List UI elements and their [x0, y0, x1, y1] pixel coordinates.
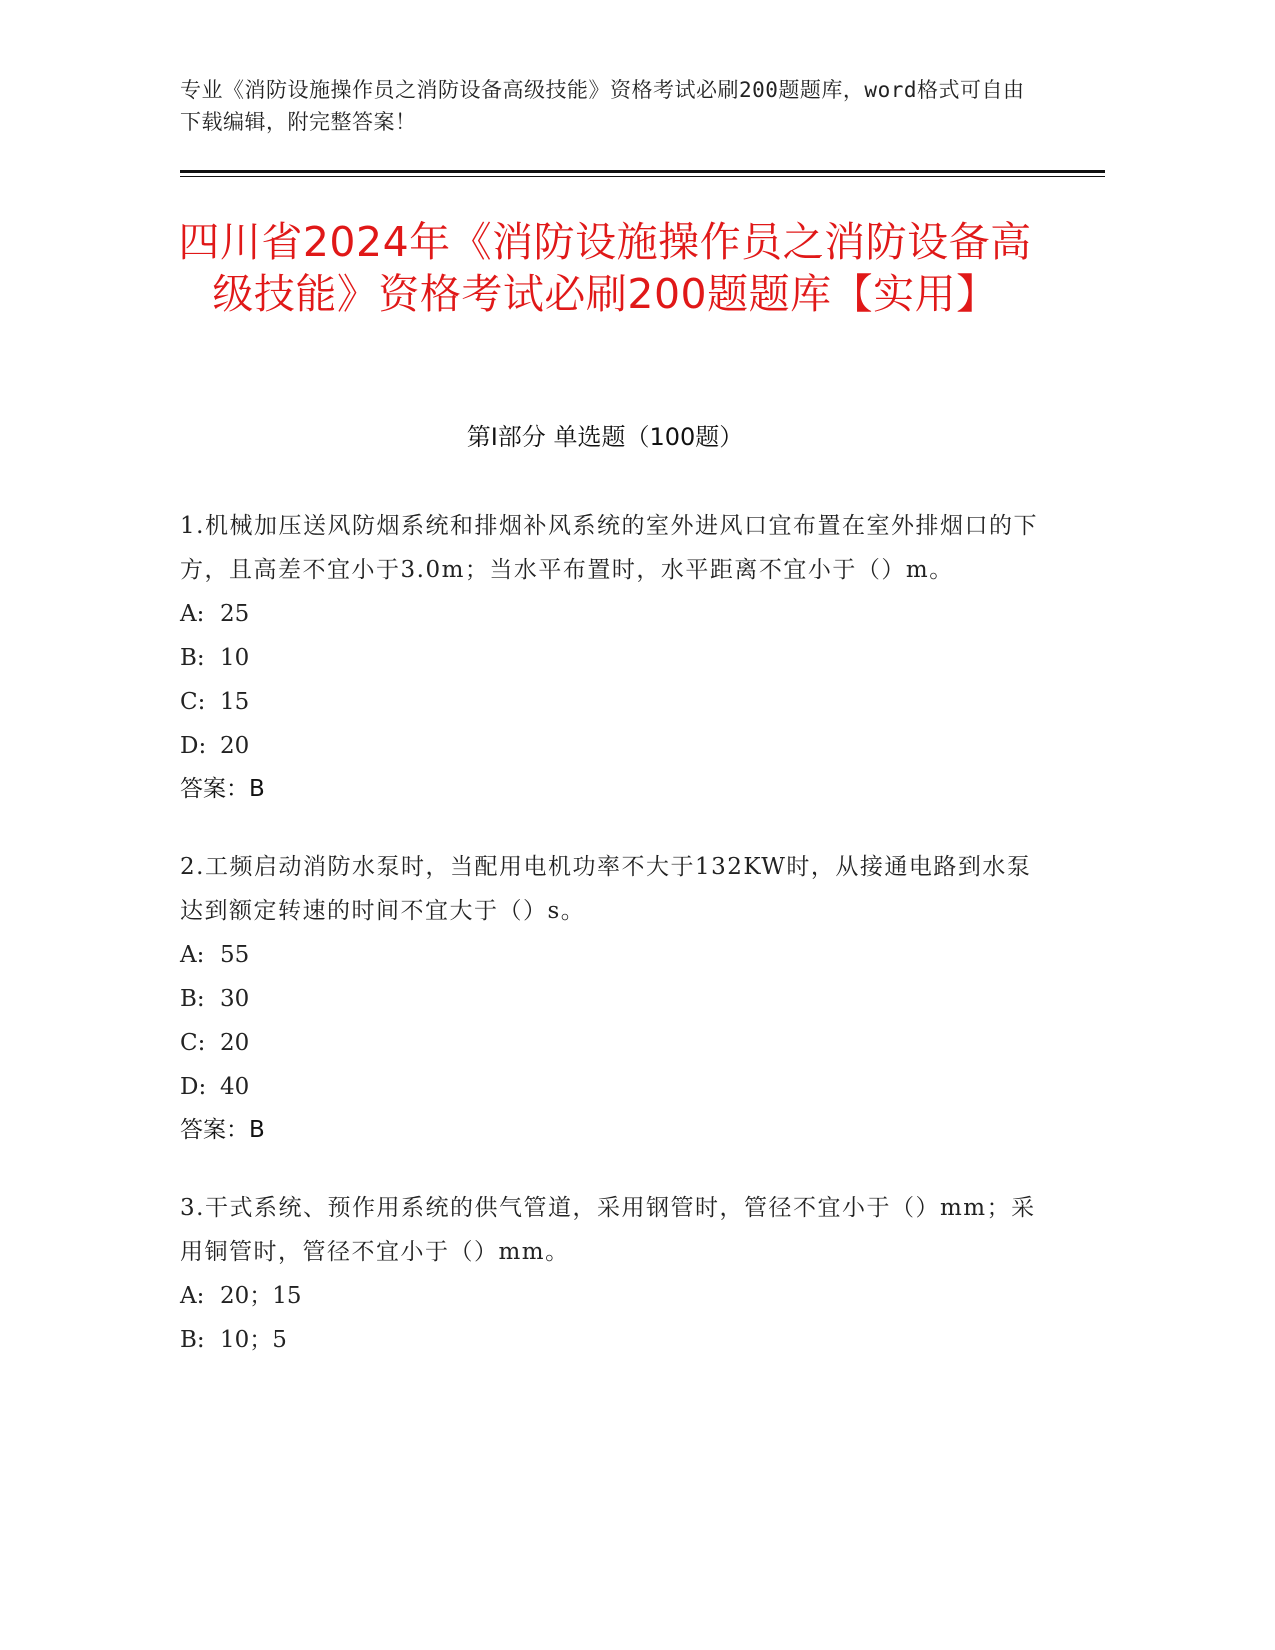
header-divider-thin — [180, 176, 1105, 177]
option-d — [180, 1065, 1040, 1109]
option-key: A: — [180, 942, 205, 968]
option-b — [180, 636, 1040, 680]
option-c — [180, 1021, 1040, 1065]
option-key: A: — [180, 601, 205, 627]
option-key: D: — [180, 733, 207, 759]
answer-label: 答案：B — [180, 776, 265, 802]
option-text: 30 — [220, 986, 250, 1012]
option-key: B: — [180, 986, 205, 1012]
option-text: 15 — [220, 689, 250, 715]
document-header-note: 专业《消防设施操作员之消防设备高级技能》资格考试必刷200题题库，word格式可自由下载编辑，附完整答案！ — [180, 78, 1025, 134]
option-a — [180, 1274, 1040, 1318]
section-heading: 第I部分 单选题（100题） — [466, 423, 744, 451]
option-text: 55 — [220, 942, 250, 968]
option-key: B: — [180, 1327, 205, 1353]
question-1 — [180, 504, 1040, 810]
answer-label: 答案：B — [180, 1117, 265, 1143]
question-list — [180, 504, 1040, 1397]
option-text: 10；5 — [220, 1327, 287, 1353]
option-c — [180, 680, 1040, 724]
document-title: 四川省2024年《消防设施操作员之消防设备高级技能》资格考试必刷200题题库【实用】 — [178, 218, 1032, 318]
question-stem: 3.干式系统、预作用系统的供气管道，采用钢管时，管径不宜小于（）mm；采用铜管时，管径不宜小于（）mm。 — [180, 1195, 1036, 1265]
option-text: 25 — [220, 601, 250, 627]
header-divider-thick — [180, 170, 1105, 173]
option-text: 20 — [220, 733, 250, 759]
option-text: 40 — [220, 1074, 250, 1100]
option-b — [180, 1318, 1040, 1362]
option-a — [180, 933, 1040, 977]
option-a — [180, 592, 1040, 636]
option-key: B: — [180, 645, 205, 671]
option-b — [180, 977, 1040, 1021]
option-key: C: — [180, 1030, 206, 1056]
question-stem: 1.机械加压送风防烟系统和排烟补风系统的室外进风口宜布置在室外排烟口的下方，且高差不宜小于3.0m；当水平布置时，水平距离不宜小于（）m。 — [180, 513, 1038, 583]
question-stem: 2.工频启动消防水泵时，当配用电机功率不大于132KW时，从接通电路到水泵达到额定转速的时间不宜大于（）s。 — [180, 854, 1032, 924]
option-text: 20；15 — [220, 1283, 302, 1309]
option-text: 20 — [220, 1030, 250, 1056]
option-key: A: — [180, 1283, 205, 1309]
option-d — [180, 724, 1040, 768]
question-2 — [180, 845, 1040, 1151]
option-text: 10 — [220, 645, 250, 671]
question-3 — [180, 1186, 1040, 1362]
option-key: D: — [180, 1074, 207, 1100]
option-key: C: — [180, 689, 206, 715]
